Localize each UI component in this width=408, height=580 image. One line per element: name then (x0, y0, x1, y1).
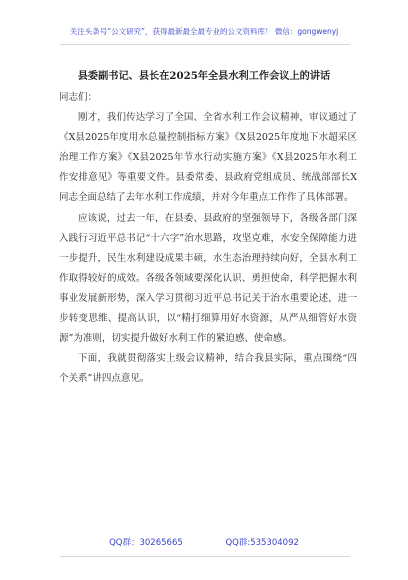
header-banner: 关注头条号“公文研究”，获得最新最全最专业的公文资料库！ 微信：gongwenyj (69, 27, 339, 36)
salutation: 同志们： (59, 92, 98, 103)
footer-divider (60, 556, 350, 557)
document-title: 县委副书记、县长在2025年全县水利工作会议上的讲话 (77, 70, 331, 82)
paragraph-3: 下面，我就贯彻落实上级会议精神，结合我县实际，重点围绕“四个关系”讲四点意见。 (59, 353, 357, 385)
footer-qq-group-2: QQ群:535304092 (225, 538, 299, 548)
document-body (59, 88, 357, 389)
header-divider (60, 44, 350, 45)
footer (0, 536, 408, 548)
paragraph-1: 刚才，我们传达学习了全国、全省水利工作会议精神，审议通过了《X县2025年度用水总量控制指标方案》《X县2025年度地下水超采区治理工作方案》《X县2025年节水行动实施方案》《X县2025年水利工作安排意见》等重要文件。县委常委、县政府党组成员、统战部部长X同志全面总结了去年水利工作成绩，并对今年重点工作作了具体部署。 (59, 112, 357, 204)
footer-qq-group-1: QQ群：30265665 (109, 538, 183, 548)
paragraph-2: 应该说，过去一年，在县委、县政府的坚强领导下，各级各部门深入践行习近平总书记“十六字”治水思路，攻坚克难，水安全保障能力进一步提升，民生水利建设成果丰硕，水生态治理持续向好，全县水利工作取得较好的成效。各级各领域要深化认识、勇担使命，科学把握水利事业发展新形势，深入学习贯彻习近平总书记关于治水重要论述，进一步转变思维、提高认识，以“精打细算用好水资源，从严从细管好水资源”为准则，切实提升做好水利工作的紧迫感、使命感。 (59, 212, 357, 345)
